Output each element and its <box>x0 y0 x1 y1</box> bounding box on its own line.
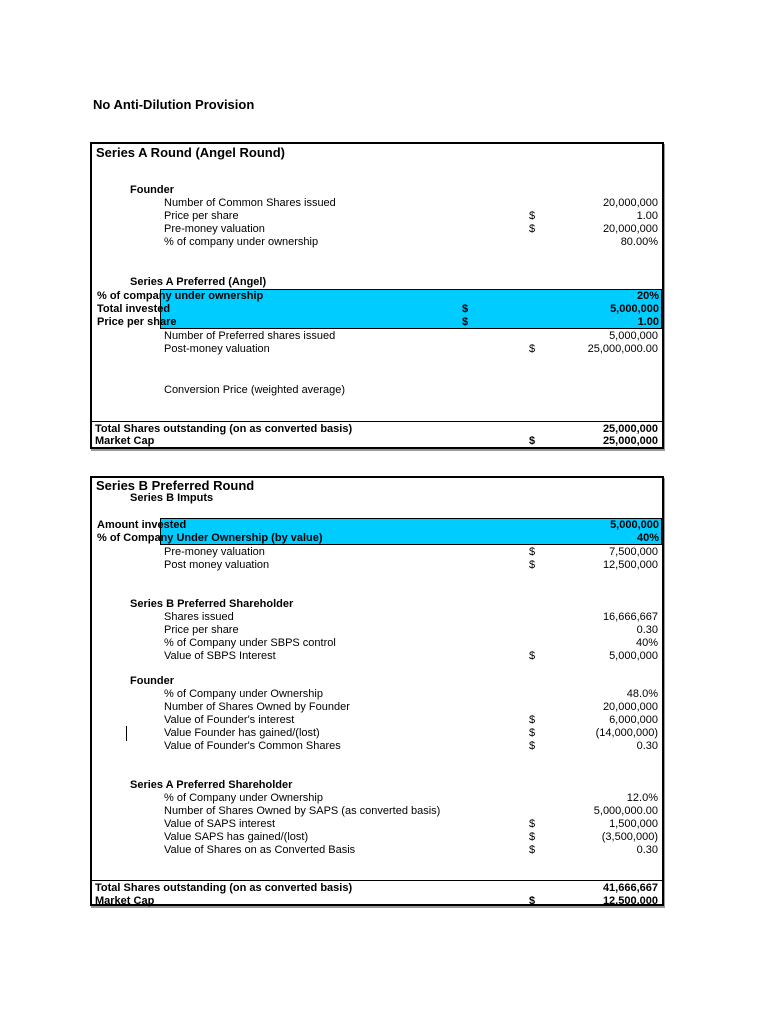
table-row[interactable] <box>92 831 662 844</box>
table-row[interactable] <box>92 650 662 663</box>
row-value: 1.00 <box>636 210 658 222</box>
row-label: Total Shares outstanding (on as converted basis) <box>95 882 353 894</box>
row-currency: $ <box>529 210 536 222</box>
row-value: 7,500,000 <box>609 546 658 558</box>
table-row[interactable] <box>92 210 662 223</box>
row-label: Number of Shares Owned by SAPS (as converted basis) <box>164 805 441 817</box>
table-row[interactable] <box>92 611 662 624</box>
row-value: 25,000,000 <box>602 435 658 447</box>
row-currency: $ <box>462 316 469 328</box>
row-currency: $ <box>529 435 536 447</box>
text-cursor <box>126 726 127 741</box>
row-value: 25,000,000 <box>602 423 658 435</box>
row-label: Amount invested <box>97 519 187 531</box>
table-row[interactable] <box>93 290 663 303</box>
saps-heading: Series A Preferred Shareholder <box>130 779 293 791</box>
series-b-title: Series B Preferred Round <box>96 478 255 493</box>
row-value: 5,000,000 <box>610 519 659 531</box>
table-row[interactable] <box>93 532 663 545</box>
row-currency: $ <box>529 714 536 726</box>
row-currency: $ <box>529 831 536 843</box>
row-value: 1,500,000 <box>609 818 658 830</box>
table-row[interactable] <box>92 805 662 818</box>
row-value: 5,000,000.00 <box>593 805 658 817</box>
row-label: % of Company under Ownership <box>164 688 323 700</box>
series-a-founder-heading: Founder <box>130 184 174 196</box>
row-value: 12,500,000 <box>602 559 658 571</box>
row-value: 20% <box>636 290 659 302</box>
table-row[interactable] <box>92 197 662 210</box>
table-row[interactable] <box>92 236 662 249</box>
series-a-input-cells <box>97 289 662 329</box>
row-value: 40% <box>636 532 659 544</box>
row-label: Price per share <box>164 624 239 636</box>
series-b-input-cells <box>97 518 662 545</box>
row-value: 5,000,000 <box>609 650 658 662</box>
table-row[interactable] <box>92 844 662 857</box>
row-value: 16,666,667 <box>602 611 658 623</box>
table-row[interactable] <box>92 637 662 650</box>
row-value: 48.0% <box>626 688 658 700</box>
table-row[interactable] <box>92 701 662 714</box>
table-row[interactable] <box>92 223 662 236</box>
table-row[interactable] <box>93 519 663 532</box>
table-row[interactable] <box>92 384 662 397</box>
row-value: 40% <box>635 637 658 649</box>
row-value: 20,000,000 <box>602 701 658 713</box>
row-label: Conversion Price (weighted average) <box>164 384 345 396</box>
table-row[interactable] <box>92 559 662 572</box>
series-b-founder-heading: Founder <box>130 675 174 687</box>
row-label: Total Shares outstanding (on as converted basis) <box>95 423 353 435</box>
series-a-table <box>90 142 664 449</box>
table-row[interactable] <box>92 330 662 343</box>
row-value: (3,500,000) <box>601 831 658 843</box>
table-row[interactable] <box>92 688 662 701</box>
page-title: No Anti-Dilution Provision <box>93 97 255 112</box>
row-label: % of company under ownership <box>97 290 264 302</box>
row-currency: $ <box>529 559 536 571</box>
table-row[interactable] <box>92 818 662 831</box>
row-label: Pre-money valuation <box>164 223 265 235</box>
row-label: Value of Shares on as Converted Basis <box>164 844 356 856</box>
row-value: 25,000,000.00 <box>587 343 658 355</box>
row-value: 80.00% <box>620 236 658 248</box>
row-label: Value of SBPS Interest <box>164 650 276 662</box>
table-row[interactable] <box>92 882 662 895</box>
row-label: Value SAPS has gained/(lost) <box>164 831 309 843</box>
row-currency: $ <box>529 223 536 235</box>
series-a-preferred-heading: Series A Preferred (Angel) <box>130 276 267 288</box>
row-label: Market Cap <box>95 435 155 447</box>
row-currency: $ <box>529 844 536 856</box>
row-label: % of Company Under Ownership (by value) <box>97 532 323 544</box>
row-value: 5,000,000 <box>610 303 659 315</box>
table-row[interactable] <box>92 727 662 740</box>
table-row[interactable] <box>93 316 663 329</box>
series-b-inputs-heading: Series B Imputs <box>130 492 214 504</box>
row-value: 1.00 <box>637 316 659 328</box>
row-label: Price per share <box>164 210 239 222</box>
table-row[interactable] <box>92 714 662 727</box>
row-currency: $ <box>462 303 469 315</box>
series-b-table <box>90 476 664 906</box>
table-row[interactable] <box>92 740 662 753</box>
divider <box>92 421 662 422</box>
row-value: 41,666,667 <box>602 882 658 894</box>
row-label: Number of Shares Owned by Founder <box>164 701 350 713</box>
row-label: Total invested <box>97 303 171 315</box>
row-label: % of company under ownership <box>164 236 319 248</box>
row-label: Number of Common Shares issued <box>164 197 336 209</box>
row-label: Post-money valuation <box>164 343 270 355</box>
series-a-title: Series A Round (Angel Round) <box>96 145 285 160</box>
row-value: (14,000,000) <box>595 727 658 739</box>
row-value: 0.30 <box>636 624 658 636</box>
row-value: 0.30 <box>636 844 658 856</box>
row-value: 20,000,000 <box>602 197 658 209</box>
row-value: 20,000,000 <box>602 223 658 235</box>
table-row[interactable] <box>92 895 662 908</box>
row-label: Post money valuation <box>164 559 270 571</box>
row-currency: $ <box>529 895 536 907</box>
row-currency: $ <box>529 650 536 662</box>
row-value: 0.30 <box>636 740 658 752</box>
row-label: Value of SAPS interest <box>164 818 276 830</box>
row-label: Value Founder has gained/(lost) <box>164 727 320 739</box>
table-row[interactable] <box>92 624 662 637</box>
table-row[interactable] <box>92 792 662 805</box>
row-currency: $ <box>529 727 536 739</box>
row-value: 5,000,000 <box>609 330 658 342</box>
row-label: Value of Founder's interest <box>164 714 295 726</box>
row-value: 12.0% <box>626 792 658 804</box>
divider <box>92 880 662 881</box>
row-label: Value of Founder's Common Shares <box>164 740 341 752</box>
row-label: % of Company under SBPS control <box>164 637 336 649</box>
row-currency: $ <box>529 546 536 558</box>
row-label: Pre-money valuation <box>164 546 265 558</box>
sbps-heading: Series B Preferred Shareholder <box>130 598 294 610</box>
row-label: Price per share <box>97 316 177 328</box>
table-row[interactable] <box>92 435 662 448</box>
row-currency: $ <box>529 343 536 355</box>
table-row[interactable] <box>93 303 663 316</box>
row-label: % of Company under Ownership <box>164 792 323 804</box>
row-label: Market Cap <box>95 895 155 907</box>
row-value: 12,500,000 <box>602 895 658 907</box>
row-currency: $ <box>529 740 536 752</box>
row-label: Shares issued <box>164 611 234 623</box>
table-row[interactable] <box>92 546 662 559</box>
row-label: Number of Preferred shares issued <box>164 330 336 342</box>
row-currency: $ <box>529 818 536 830</box>
table-row[interactable] <box>92 343 662 356</box>
row-value: 6,000,000 <box>609 714 658 726</box>
